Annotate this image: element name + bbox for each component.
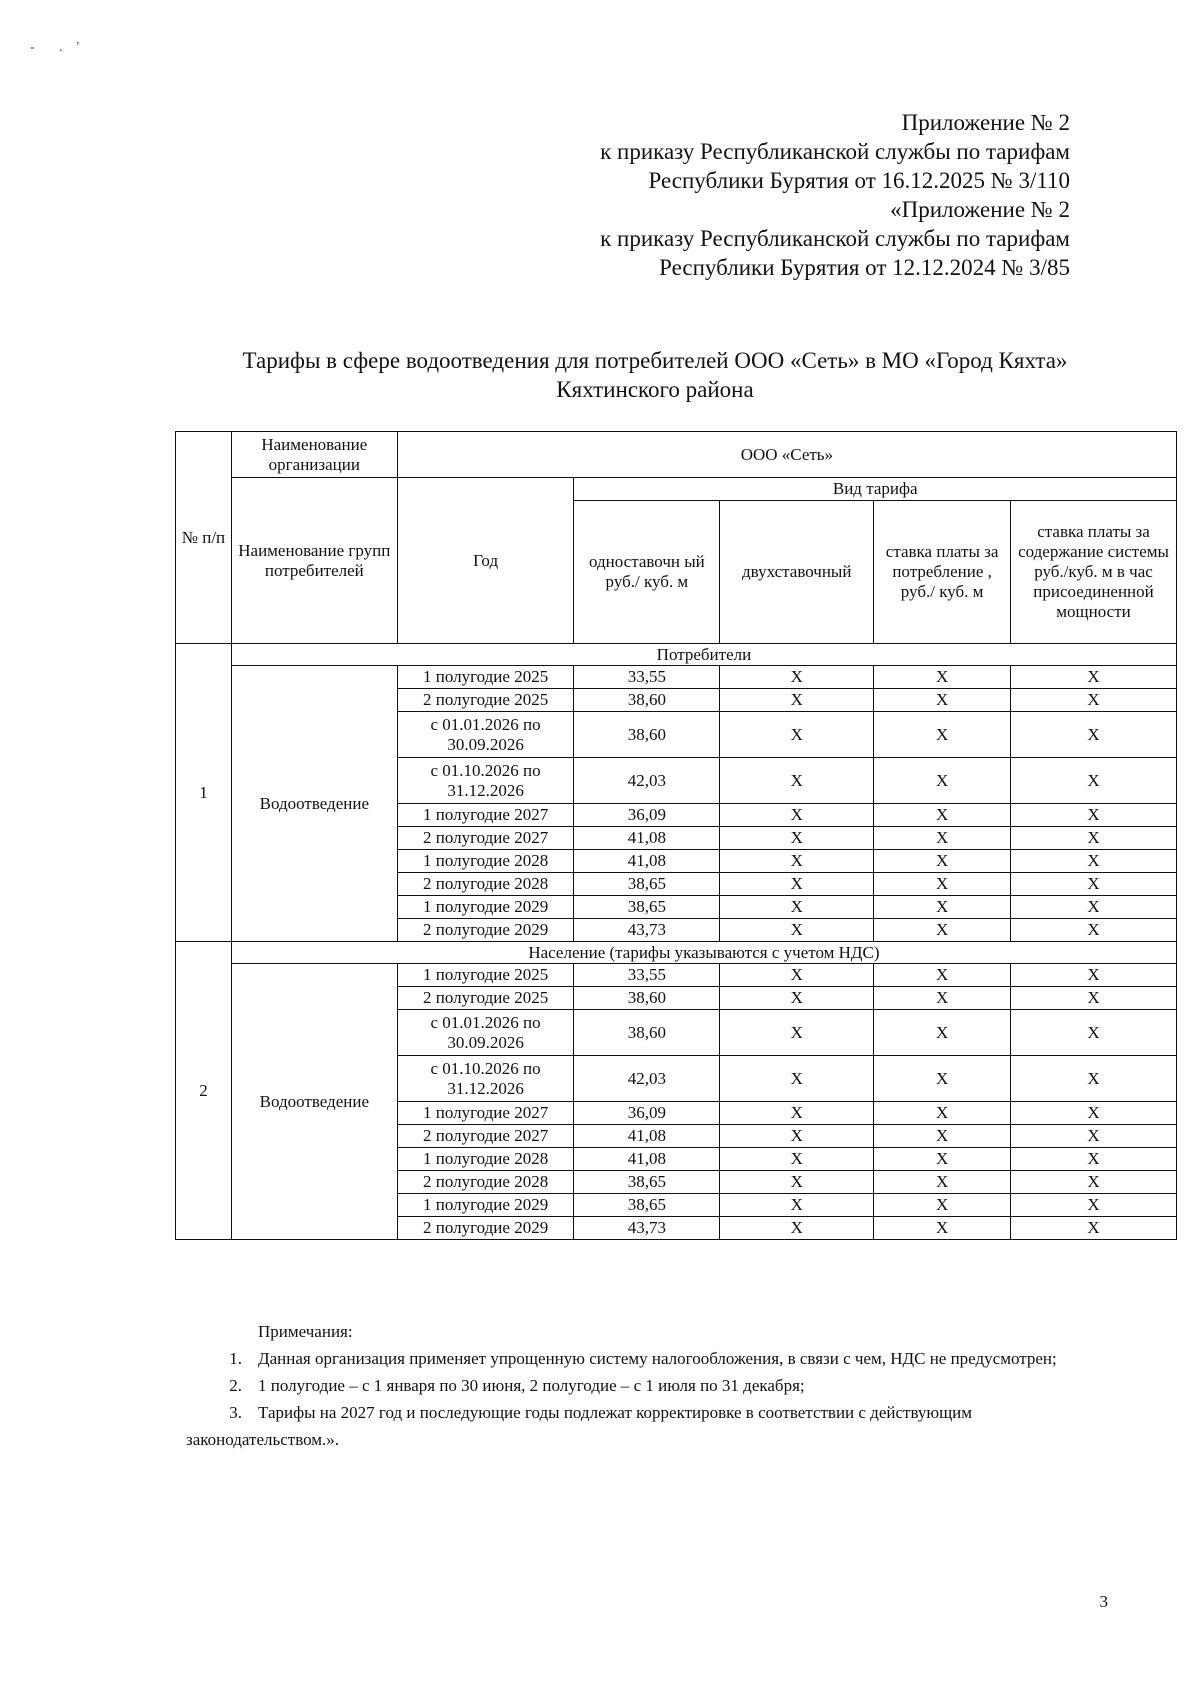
single-rate-cell: 38,65 — [574, 896, 720, 919]
consumption-rate-cell: X — [874, 666, 1011, 689]
title-line-2: Кяхтинского района — [556, 377, 754, 402]
consumption-rate-cell: X — [874, 1102, 1011, 1125]
table-row — [176, 666, 1177, 689]
header-line: «Приложение № 2 — [890, 197, 1070, 222]
period-cell: 1 полугодие 2029 — [397, 896, 574, 919]
consumption-rate-cell: X — [874, 850, 1011, 873]
col-capacity-header: ставка платы за содержание системы руб./куб. м в час присоединенной мощности — [1011, 501, 1177, 644]
col-consumption-header: ставка платы за потребление , руб./ куб. м — [874, 501, 1011, 644]
header-line: Приложение № 2 — [901, 110, 1070, 135]
single-rate-cell: 38,65 — [574, 1194, 720, 1217]
single-rate-cell: 36,09 — [574, 804, 720, 827]
double-rate-cell: X — [720, 804, 874, 827]
header-line: к приказу Республиканской службы по тарифам — [600, 226, 1070, 251]
capacity-rate-cell: X — [1011, 804, 1177, 827]
period-cell: 2 полугодие 2027 — [397, 1125, 574, 1148]
col-single-header: одноставочн ый руб./ куб. м — [574, 501, 720, 644]
tariff-type-label: Вид тарифа — [574, 478, 1177, 501]
single-rate-cell: 33,55 — [574, 964, 720, 987]
single-rate-cell: 43,73 — [574, 919, 720, 942]
period-cell: 2 полугодие 2025 — [397, 689, 574, 712]
double-rate-cell: X — [720, 666, 874, 689]
note-text: Тарифы на 2027 год и последующие годы подлежат корректировке в соответствии с действующим — [258, 1403, 973, 1422]
scan-specks: - . ' — [30, 40, 80, 55]
capacity-rate-cell: X — [1011, 873, 1177, 896]
consumption-rate-cell: X — [874, 896, 1011, 919]
period-cell: с 01.01.2026 по 30.09.2026 — [397, 1010, 574, 1056]
consumption-rate-cell: X — [874, 1010, 1011, 1056]
period-cell: с 01.10.2026 по 31.12.2026 — [397, 1056, 574, 1102]
consumption-rate-cell: X — [874, 1125, 1011, 1148]
capacity-rate-cell: X — [1011, 964, 1177, 987]
org-name: ООО «Сеть» — [397, 432, 1176, 478]
single-rate-cell: 36,09 — [574, 1102, 720, 1125]
double-rate-cell: X — [720, 1010, 874, 1056]
appendix-header — [600, 108, 1070, 282]
period-cell: 1 полугодие 2025 — [397, 666, 574, 689]
note-number: 3. — [229, 1403, 242, 1422]
single-rate-cell: 38,60 — [574, 987, 720, 1010]
consumption-rate-cell: X — [874, 758, 1011, 804]
period-cell: 2 полугодие 2027 — [397, 827, 574, 850]
consumption-rate-cell: X — [874, 804, 1011, 827]
consumer-group: Водоотведение — [231, 666, 397, 942]
double-rate-cell: X — [720, 1217, 874, 1240]
double-rate-cell: X — [720, 1125, 874, 1148]
capacity-rate-cell: X — [1011, 1010, 1177, 1056]
period-cell: 2 полугодие 2028 — [397, 873, 574, 896]
consumption-rate-cell: X — [874, 964, 1011, 987]
double-rate-cell: X — [720, 896, 874, 919]
single-rate-cell: 38,60 — [574, 689, 720, 712]
capacity-rate-cell: X — [1011, 1217, 1177, 1240]
double-rate-cell: X — [720, 1171, 874, 1194]
tariff-table — [175, 431, 1177, 1240]
double-rate-cell: X — [720, 758, 874, 804]
double-rate-cell: X — [720, 1148, 874, 1171]
double-rate-cell: X — [720, 964, 874, 987]
period-cell: 1 полугодие 2029 — [397, 1194, 574, 1217]
consumption-rate-cell: X — [874, 827, 1011, 850]
capacity-rate-cell: X — [1011, 1171, 1177, 1194]
double-rate-cell: X — [720, 712, 874, 758]
year-label: Год — [397, 478, 574, 644]
single-rate-cell: 43,73 — [574, 1217, 720, 1240]
double-rate-cell: X — [720, 1194, 874, 1217]
double-rate-cell: X — [720, 1102, 874, 1125]
notes — [188, 1318, 1168, 1453]
row-number: 1 — [176, 644, 232, 942]
period-cell: 1 полугодие 2027 — [397, 1102, 574, 1125]
consumption-rate-cell: X — [874, 1171, 1011, 1194]
double-rate-cell: X — [720, 850, 874, 873]
single-rate-cell: 38,65 — [574, 1171, 720, 1194]
group-label: Наименование групп потребителей — [231, 478, 397, 644]
section-heading: Потребители — [231, 644, 1176, 666]
capacity-rate-cell: X — [1011, 1148, 1177, 1171]
single-rate-cell: 41,08 — [574, 1148, 720, 1171]
capacity-rate-cell: X — [1011, 712, 1177, 758]
capacity-rate-cell: X — [1011, 1056, 1177, 1102]
col-double-header: двухставочный — [720, 501, 874, 644]
section-heading: Население (тарифы указываются с учетом НДС) — [231, 942, 1176, 964]
single-rate-cell: 33,55 — [574, 666, 720, 689]
capacity-rate-cell: X — [1011, 1102, 1177, 1125]
double-rate-cell: X — [720, 827, 874, 850]
consumption-rate-cell: X — [874, 1148, 1011, 1171]
period-cell: 2 полугодие 2029 — [397, 1217, 574, 1240]
capacity-rate-cell: X — [1011, 689, 1177, 712]
consumption-rate-cell: X — [874, 873, 1011, 896]
single-rate-cell: 38,60 — [574, 1010, 720, 1056]
note-item — [188, 1399, 1168, 1426]
consumption-rate-cell: X — [874, 919, 1011, 942]
document-title — [0, 346, 1200, 404]
consumption-rate-cell: X — [874, 1217, 1011, 1240]
single-rate-cell: 42,03 — [574, 1056, 720, 1102]
capacity-rate-cell: X — [1011, 987, 1177, 1010]
table-row — [176, 964, 1177, 987]
single-rate-cell: 41,08 — [574, 1125, 720, 1148]
num-header: № п/п — [176, 432, 232, 644]
notes-heading: Примечания: — [258, 1322, 353, 1341]
consumer-group: Водоотведение — [231, 964, 397, 1240]
capacity-rate-cell: X — [1011, 1194, 1177, 1217]
capacity-rate-cell: X — [1011, 758, 1177, 804]
period-cell: с 01.01.2026 по 30.09.2026 — [397, 712, 574, 758]
single-rate-cell: 41,08 — [574, 827, 720, 850]
period-cell: 1 полугодие 2028 — [397, 850, 574, 873]
period-cell: 2 полугодие 2028 — [397, 1171, 574, 1194]
header-line: Республики Бурятия от 16.12.2025 № 3/110 — [648, 168, 1070, 193]
period-cell: с 01.10.2026 по 31.12.2026 — [397, 758, 574, 804]
period-cell: 1 полугодие 2025 — [397, 964, 574, 987]
note-text: 1 полугодие – с 1 января по 30 июня, 2 полугодие – с 1 июля по 31 декабря; — [258, 1376, 805, 1395]
row-number: 2 — [176, 942, 232, 1240]
single-rate-cell: 38,65 — [574, 873, 720, 896]
note-number: 2. — [229, 1376, 242, 1395]
note-item — [188, 1345, 1168, 1372]
single-rate-cell: 42,03 — [574, 758, 720, 804]
note-number: 1. — [229, 1349, 242, 1368]
header-line: Республики Бурятия от 12.12.2024 № 3/85 — [659, 255, 1070, 280]
capacity-rate-cell: X — [1011, 919, 1177, 942]
double-rate-cell: X — [720, 689, 874, 712]
double-rate-cell: X — [720, 873, 874, 896]
double-rate-cell: X — [720, 1056, 874, 1102]
consumption-rate-cell: X — [874, 1194, 1011, 1217]
org-label: Наименование организации — [231, 432, 397, 478]
note-text: Данная организация применяет упрощенную систему налогообложения, в связи с чем, НДС не предусмотрен; — [258, 1349, 1057, 1368]
consumption-rate-cell: X — [874, 1056, 1011, 1102]
single-rate-cell: 41,08 — [574, 850, 720, 873]
note-item — [188, 1372, 1168, 1399]
consumption-rate-cell: X — [874, 712, 1011, 758]
note-continuation: законодательством.». — [186, 1430, 340, 1449]
capacity-rate-cell: X — [1011, 827, 1177, 850]
single-rate-cell: 38,60 — [574, 712, 720, 758]
page-number: 3 — [1099, 1592, 1108, 1611]
consumption-rate-cell: X — [874, 987, 1011, 1010]
capacity-rate-cell: X — [1011, 850, 1177, 873]
double-rate-cell: X — [720, 919, 874, 942]
capacity-rate-cell: X — [1011, 666, 1177, 689]
period-cell: 1 полугодие 2028 — [397, 1148, 574, 1171]
period-cell: 2 полугодие 2025 — [397, 987, 574, 1010]
title-line-1: Тарифы в сфере водоотведения для потребителей ООО «Сеть» в МО «Город Кяхта» — [242, 348, 1068, 373]
period-cell: 1 полугодие 2027 — [397, 804, 574, 827]
header-line: к приказу Республиканской службы по тарифам — [600, 139, 1070, 164]
capacity-rate-cell: X — [1011, 896, 1177, 919]
consumption-rate-cell: X — [874, 689, 1011, 712]
capacity-rate-cell: X — [1011, 1125, 1177, 1148]
period-cell: 2 полугодие 2029 — [397, 919, 574, 942]
double-rate-cell: X — [720, 987, 874, 1010]
